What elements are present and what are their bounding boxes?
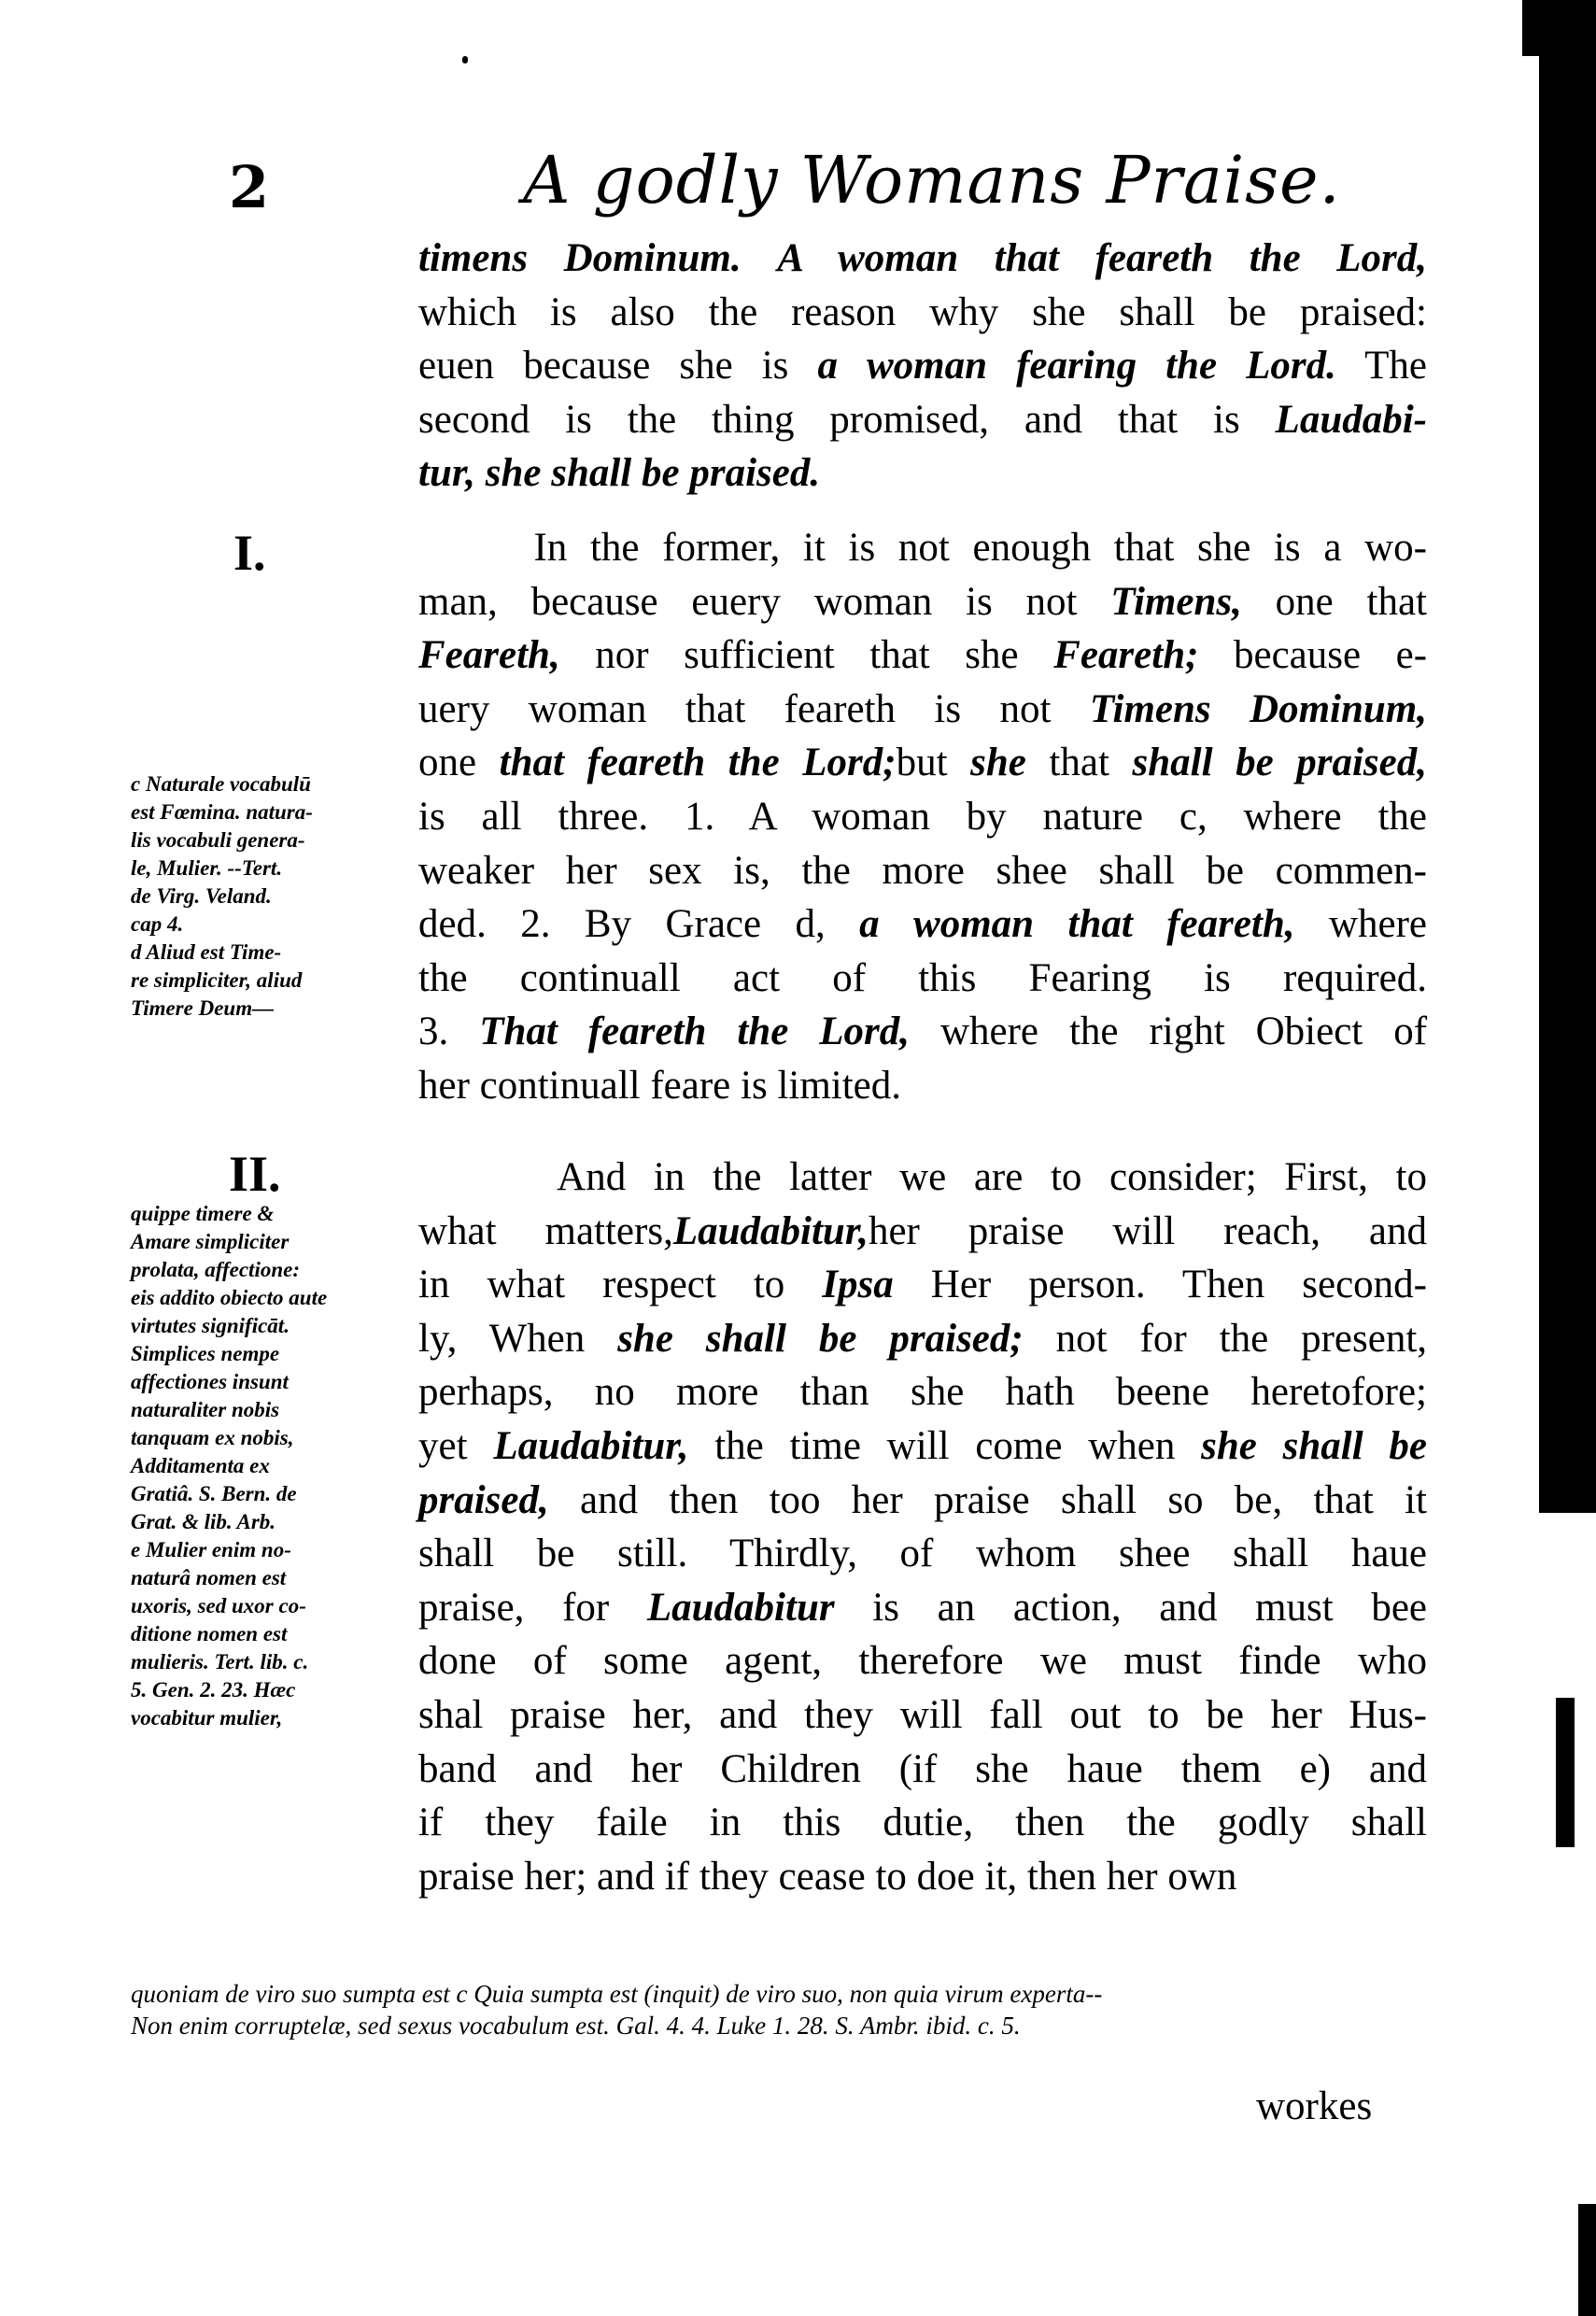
- margin-note-line: Gratiâ. S. Bern. de: [131, 1482, 297, 1505]
- text-line: perhaps, no more than she hath beene heretofore;: [418, 1370, 1427, 1415]
- margin-note-line: tanquam ex nobis,: [131, 1426, 294, 1449]
- margin-note-line: est Fœmina. natura-: [131, 800, 313, 824]
- text-line: ded. 2. By Grace d, a woman that feareth, where: [418, 902, 1427, 947]
- text-line: yet Laudabitur, the time will come when she shall be: [418, 1423, 1428, 1468]
- text-line: tur, she shall be praised.: [418, 451, 821, 496]
- margin-note-line: naturaliter nobis: [131, 1398, 280, 1421]
- text-line: what matters,Laudabitur,her praise will reach, and: [418, 1208, 1427, 1253]
- paragraph-two: [418, 1151, 1427, 1903]
- margin-note-line: Simplices nempe: [131, 1342, 280, 1365]
- text-line: done of some agent, therefore we must finde who: [418, 1639, 1427, 1684]
- catchword: workes: [1256, 2084, 1373, 2128]
- margin-note-line: quippe timere &: [131, 1202, 275, 1225]
- text-line: if they faile in this dutie, then the godly shall: [418, 1801, 1427, 1845]
- margin-note-line: prolata, affectione:: [131, 1258, 300, 1281]
- margin-note-line: virtutes significāt.: [131, 1314, 290, 1337]
- text-line: In the former, it is not enough that she is a wo-: [533, 526, 1427, 570]
- margin-note-line: de Virg. Veland.: [131, 884, 272, 908]
- ink-speck: [462, 56, 468, 64]
- text-line: band and her Children (if she haue them e) and: [418, 1746, 1427, 1791]
- margin-note-line: eis addito obiecto aute: [131, 1286, 328, 1309]
- margin-note-line: c Naturale vocabulū: [131, 772, 311, 796]
- text-line: shal praise her, and they will fall out to be her Hus-: [418, 1692, 1427, 1737]
- margin-note-line: uxoris, sed uxor co-: [131, 1594, 306, 1617]
- text-line: praised, and then too her praise shall so be, that it: [418, 1477, 1428, 1522]
- text-line: praise, for Laudabitur is an action, and must bee: [418, 1585, 1428, 1630]
- margin-note-2: [131, 1200, 392, 1732]
- margin-note-1: [131, 770, 392, 1023]
- text-line: And in the latter we are to consider; First, to: [557, 1155, 1427, 1199]
- scan-artifact: [1578, 2204, 1596, 2316]
- page-number: 2: [229, 153, 270, 221]
- text-line: one that feareth the Lord;but she that shall be praised,: [418, 741, 1427, 785]
- text-line: shall be still. Thirdly, of whom shee shall haue: [418, 1532, 1427, 1576]
- scan-edge-right: [1539, 0, 1596, 1513]
- text-line: 3. That feareth the Lord, where the right Obiect of: [418, 1010, 1428, 1054]
- text-line: ly, When she shall be praised; not for the present,: [418, 1316, 1428, 1361]
- scan-artifact: [1556, 1698, 1575, 1847]
- margin-note-line: cap 4.: [131, 912, 184, 936]
- text-line: praise her; and if they cease to doe it, then her own: [418, 1854, 1237, 1899]
- text-line: the continuall act of this Fearing is required.: [418, 955, 1427, 1000]
- margin-note-line: Grat. & lib. Arb.: [131, 1510, 276, 1533]
- text-line: second is the thing promised, and that is Laudabi-: [418, 397, 1427, 442]
- opening-text: [418, 232, 1427, 501]
- text-line: weaker her sex is, the more shee shall be commen-: [418, 848, 1427, 893]
- text-line: euen because she is a woman fearing the Lord. The: [418, 344, 1427, 388]
- running-title: A godly Womans Praise.: [523, 142, 1341, 219]
- section-number-1: I.: [233, 525, 266, 581]
- text-line: uery woman that feareth is not Timens Dominum,: [418, 686, 1427, 731]
- margin-note-line: e Mulier enim no-: [131, 1538, 291, 1561]
- text-line: which is also the reason why she shall be praised:: [418, 290, 1427, 334]
- margin-note-line: le, Mulier. --Tert.: [131, 856, 283, 880]
- text-line: timens Dominum. A woman that feareth the Lord,: [418, 236, 1428, 280]
- margin-note-line: lis vocabuli genera-: [131, 828, 305, 852]
- margin-note-line: d Aliud est Time-: [131, 940, 282, 964]
- margin-note-line: Amare simpliciter: [131, 1230, 290, 1253]
- section-number-2: II.: [229, 1146, 281, 1202]
- margin-note-line: affectiones insunt: [131, 1370, 289, 1393]
- footnote-line: quoniam de viro suo sumpta est c Quia sumpta est (inquit) de viro suo, non quia virum experta--: [131, 1980, 1103, 2008]
- text-line: is all three. 1. A woman by nature c, where the: [418, 794, 1427, 839]
- paragraph-one: [418, 521, 1427, 1113]
- text-line: her continuall feare is limited.: [418, 1063, 902, 1108]
- margin-note-line: Additamenta ex: [131, 1454, 270, 1477]
- text-line: Feareth, nor sufficient that she Feareth; because e-: [418, 633, 1428, 678]
- margin-note-line: 5. Gen. 2. 23. Hæc: [131, 1678, 296, 1702]
- margin-note-line: naturâ nomen est: [131, 1566, 287, 1589]
- margin-note-line: ditione nomen est: [131, 1622, 288, 1645]
- margin-note-line: Timere Deum—: [131, 996, 275, 1020]
- margin-note-line: mulieris. Tert. lib. c.: [131, 1650, 309, 1673]
- text-line: in what respect to Ipsa Her person. Then second-: [418, 1263, 1427, 1307]
- footnote-line: Non enim corruptelæ, sed sexus vocabulum est. Gal. 4. 4. Luke 1. 28. S. Ambr. ibid. c. 5.: [131, 2012, 1021, 2040]
- margin-note-line: vocabitur mulier,: [131, 1706, 283, 1730]
- text-line: man, because euery woman is not Timens, one that: [418, 579, 1428, 624]
- footnote: [131, 1978, 1429, 2041]
- margin-note-line: re simpliciter, aliud: [131, 968, 303, 992]
